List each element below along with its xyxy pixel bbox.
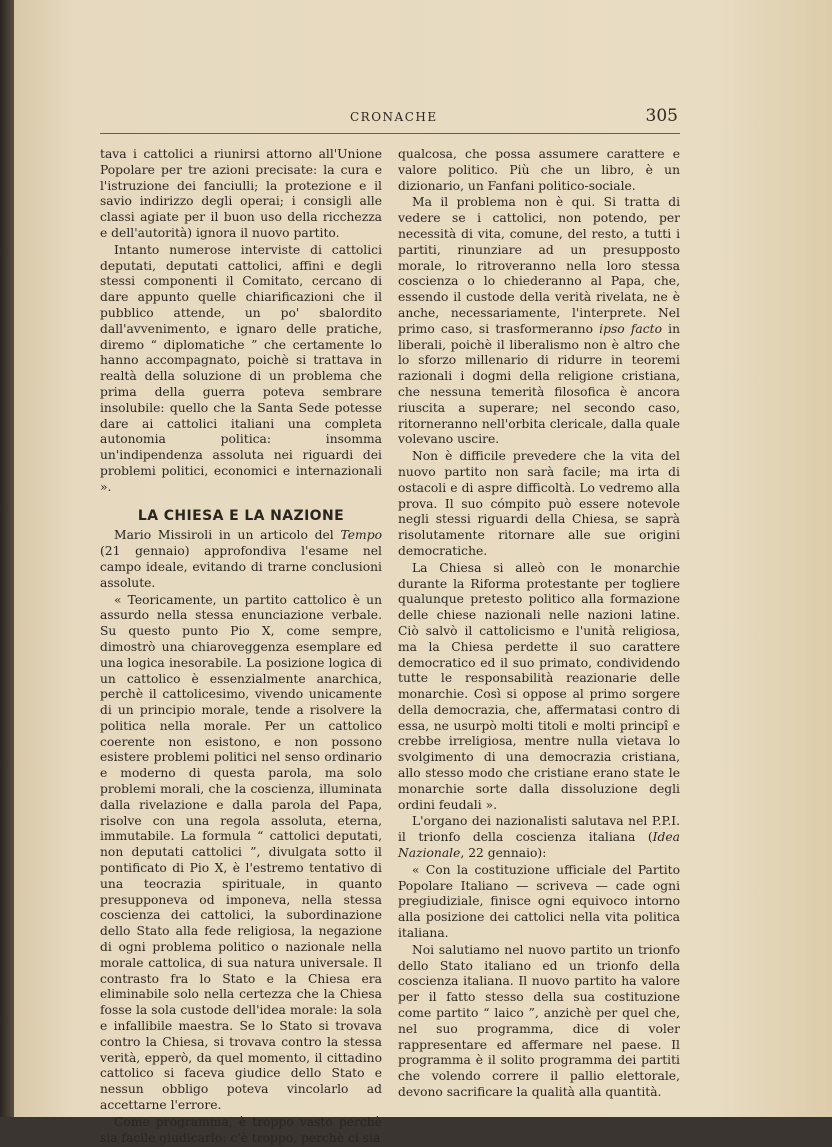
section-heading: LA CHIESA E LA NAZIONE	[137, 507, 345, 524]
italic-phrase: ipso facto	[599, 321, 662, 336]
paragraph: Come programma, è troppo vasto perchè sia facile giudicarlo: c'è troppo, perchè ci sia	[100, 1114, 382, 1145]
paragraph	[100, 528, 382, 591]
paragraph	[398, 814, 680, 861]
book-spine	[0, 0, 14, 1117]
paragraph: Intanto numerose interviste di cattolici deputati, deputati cattolici, affini e degli stessi componenti il Comitato, cercano di dare appunto quelle chiarificazioni che il pubblico attende, un po' sbalordito dall'avvenimento, e ignaro delle pratiche, diremo “ diplomatiche ” che certamente lo hanno accompagnato, poichè si trattava in realtà della soluzione di un problema che prima della guerra poteva sembrare insolubile: quello che la Santa Sede potesse dare ai cattolici italiani una completa autonomia politica: insomma un'indipendenza assoluta nei riguardi dei problemi politici, economici e internazionali ».	[100, 242, 382, 494]
paragraph: « Teoricamente, un partito cattolico è un assurdo nella stessa enunciazione verbale. Su questo punto Pio X, come sempre, dimostrò una chiaroveggenza esemplare ed una logica inesorabile. La posizione logica di un cattolico è essenzialmente anarchica, perchè il cattolicesimo, vivendo unicamente di un principio morale, tende a risolvere la politica nella morale. Per un cattolico coerente non esistono, e non possono esistere problemi politici nel senso ordinario e moderno di questa parola, ma solo problemi morali, che la coscienza, illuminata dalla rivelazione e dalla parola del Papa, risolve con una regola assoluta, eterna, immutabile. La formula “ cattolici deputati, non deputati cattolici ”, divulgata sotto il pontificato di Pio X, è l'estremo tentativo di una teocrazia spirituale, in quanto presupponeva od imponeva, nella stessa coscienza dei cattolici, la subordinazione dello Stato alla fede religiosa, la negazione di ogni problema politico o nazionale nella morale cattolica, di sua natura universale. Il contrasto fra lo Stato e la Chiesa era eliminabile solo nella certezza che la Chiesa fosse la sola custode dell'idea morale: la sola e infallibile maestra. Se lo Stato si trovava contro la Chiesa, si trovava contro la stessa verità, epperò, da quel momento, il cittadino cattolico si faceva giudice dello Stato e nessun obbligo poteva vincolarlo ad accettarne l'errore.	[100, 592, 382, 1113]
text-run: Mario Missiroli in un articolo del	[114, 528, 341, 543]
text-run: , 22 gennaio):	[460, 846, 547, 861]
paragraph: La Chiesa si alleò con le monarchie durante la Riforma protestante per togliere qualunque pretesto politico alla formazione delle chiese nazionali nelle nazioni latine. Ciò salvò il cattolicismo e l'unità religiosa, ma la Chiesa perdette il suo carattere democratico ed il suo primato, condividendo tutte le responsabilità reazionarie delle monarchie. Così si oppose al primo sorgere della democrazia, che, affermatasi contro di essa, ne usurpò molti titoli e molti principî e crebbe irreligiosa, mentre nulla vietava lo svolgimento di una democrazia cristiana, allo stesso modo che cristiane erano state le monarchie sorte dalla dissoluzione degli ordini feudali ».	[398, 560, 680, 812]
right-column	[398, 147, 680, 1102]
paragraph: tava i cattolici a riunirsi attorno all'Unione Popolare per tre azioni precisate: la cura e l'istruzione dei fanciulli; la protezione e il savio indirizzo degli operai; i consigli alle classi agiate per il buon uso della ricchezza e dell'autorità) ignora il nuovo partito.	[100, 147, 382, 240]
paragraph: « Con la costituzione ufficiale del Partito Popolare Italiano — scriveva — cade ogni pregiudiziale, finisce ogni equivoco intorno alla posizione dei cattolici nella vita politica italiana.	[398, 862, 680, 941]
text-run: L'organo dei nazionalisti salutava nel P.P.I. il trionfo della coscienza italiana (	[398, 814, 680, 845]
left-column	[100, 147, 382, 1147]
text-run: in liberali, poichè il liberalismo non è altro che lo sforzo millenario di ridurre in teoremi razionali i dogmi della religione cristiana, che nessuna temerità filosofica è ancora riuscita a superare; nel secondo caso, ritorneranno nell'orbita clericale, dalla quale volevano uscire.	[398, 321, 681, 447]
paragraph: qualcosa, che possa assumere carattere e valore politico. Più che un libro, è un dizionario, un Fanfani politico-sociale.	[398, 147, 680, 193]
header-rule	[100, 133, 680, 134]
page-header	[100, 106, 680, 134]
running-head: CRONACHE	[350, 110, 438, 124]
italic-source: Tempo	[340, 528, 382, 543]
page-number: 305	[645, 106, 678, 126]
paragraph	[398, 195, 680, 448]
text-run: Ma il problema non è qui. Si tratta di vedere se i cattolici, non potendo, per necessità di vita, comune, del resto, a tutti i partiti, rinunziare ad un presupposto morale, lo ritroveranno nella loro stessa coscienza o lo chiederanno al Papa, che, essendo il custode della verità rivelata, ne è anche, necessariamente, l'interprete. Nel primo caso, si trasformeranno	[398, 195, 680, 336]
paragraph: Noi salutiamo nel nuovo partito un trionfo dello Stato italiano ed un trionfo della coscienza italiana. Il nuovo partito ha valore per il fatto stesso della sua costituzione come partito “ laico ”, anzichè per quel che, nel suo programma, dice di voler rappresentare ed affermare nel paese. Il programma è il solito programma dei partiti che volendo correre il pallio elettorale, devono sacrificare la qualità alla quantità.	[398, 942, 680, 1100]
text-run: (21 gennaio) approfondiva l'esame nel campo ideale, evitando di trarne conclusioni assolute.	[100, 544, 382, 590]
paragraph: Non è difficile prevedere che la vita del nuovo partito non sarà facile; ma irta di ostacoli e di aspre difficoltà. Lo vedremo alla prova. Il suo cómpito può essere notevole negli stessi riguardi della Chiesa, se saprà risolutamente ritornare alle sue origini democratiche.	[398, 449, 680, 558]
italic-source: Idea Nazionale	[398, 830, 680, 861]
